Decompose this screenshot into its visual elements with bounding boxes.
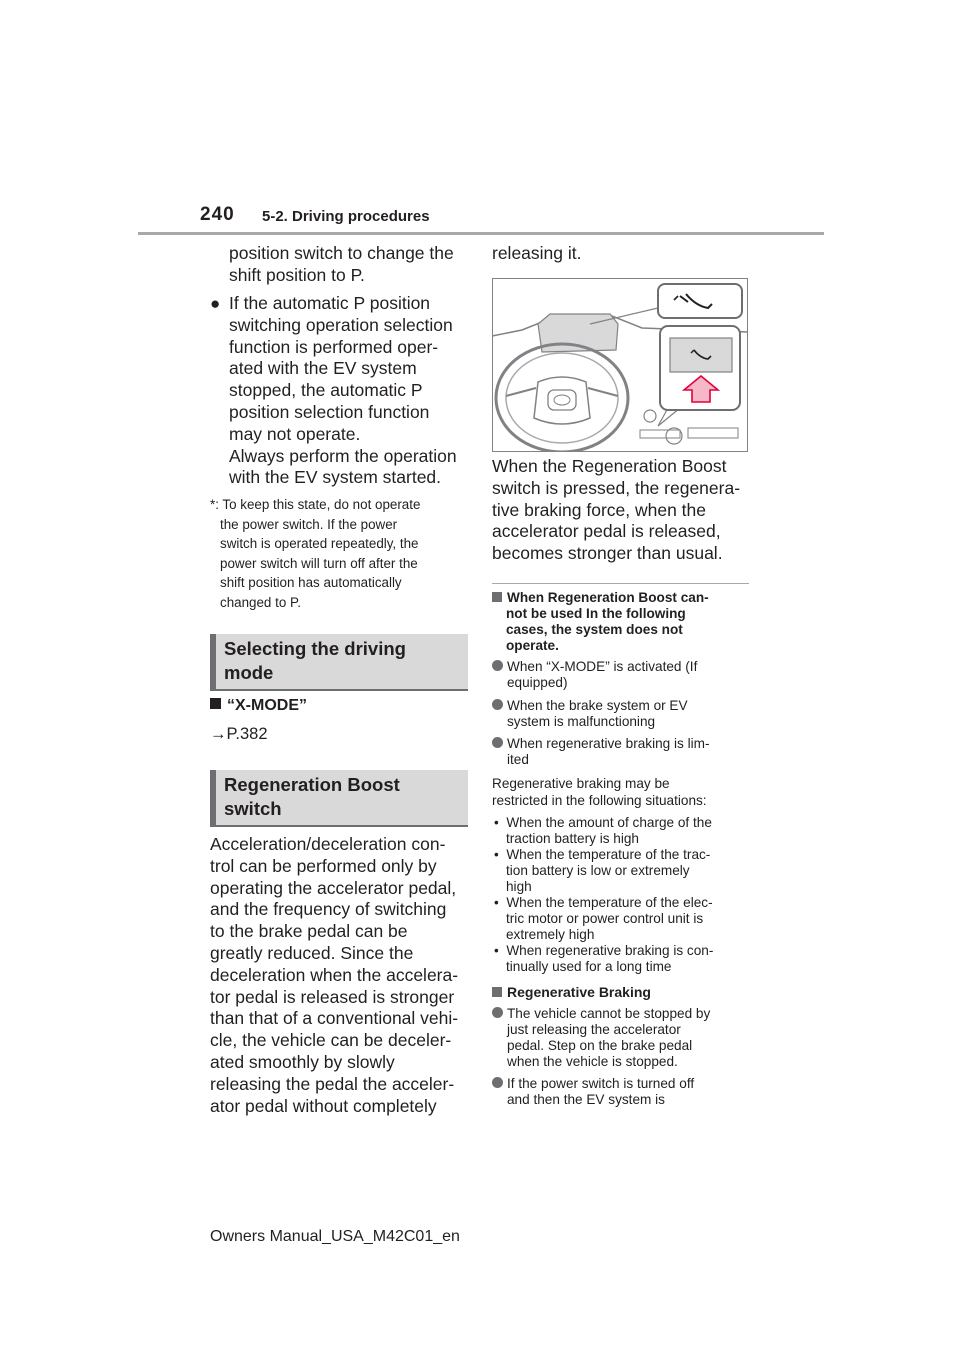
list-item bbox=[494, 943, 756, 975]
footnote bbox=[210, 495, 472, 612]
note-regenerative-braking-title bbox=[492, 984, 754, 1000]
text-line: tinually used for a long time bbox=[506, 959, 672, 974]
text-line: If the power switch is turned off bbox=[507, 1076, 695, 1091]
text-line: accelerator pedal is released, bbox=[492, 521, 721, 542]
note-item-limited bbox=[492, 736, 754, 768]
text-line: Regenerative Braking bbox=[507, 984, 651, 1000]
text-line: switch is operated repeatedly, the bbox=[220, 536, 419, 551]
text-line: high bbox=[506, 879, 532, 894]
text-line: ited bbox=[507, 752, 529, 767]
text-line: When Regeneration Boost can- bbox=[507, 590, 709, 605]
circle-bullet-icon bbox=[492, 1007, 503, 1018]
continued-paragraph bbox=[229, 243, 474, 287]
text-line: When the Regeneration Boost bbox=[492, 456, 727, 476]
text-line: tor pedal is released is stronger bbox=[210, 986, 455, 1007]
circle-bullet-icon bbox=[492, 699, 503, 710]
notes-divider bbox=[492, 583, 749, 584]
square-bullet-icon bbox=[492, 592, 502, 602]
text-line: Acceleration/deceleration con- bbox=[210, 834, 446, 854]
text-line: extremely high bbox=[506, 927, 595, 942]
text-line: position switch to change the bbox=[229, 243, 454, 263]
circle-bullet-icon bbox=[492, 1077, 503, 1088]
text-line: When “X-MODE” is activated (If bbox=[507, 659, 698, 674]
text-line: trol can be performed only by bbox=[210, 855, 437, 876]
note-item-xmode bbox=[492, 659, 754, 691]
note-item-power-switch-off bbox=[492, 1076, 754, 1108]
text-line: ated with the EV system bbox=[229, 358, 417, 379]
text-line: the power switch. If the power bbox=[220, 516, 398, 532]
circle-bullet-icon bbox=[492, 737, 503, 748]
text-line: traction battery is high bbox=[506, 831, 639, 846]
circle-bullet-icon bbox=[492, 660, 503, 671]
text-line: may not operate. bbox=[229, 423, 361, 444]
text-line: stopped, the automatic P bbox=[229, 380, 423, 401]
text-line: not be used In the following bbox=[506, 606, 686, 621]
text-line: to the brake pedal can be bbox=[210, 921, 408, 942]
text-line: system is malfunctioning bbox=[507, 714, 656, 729]
text-line: tric motor or power control unit is bbox=[506, 911, 704, 926]
section-title: 5-2. Driving procedures bbox=[262, 208, 430, 225]
text-line: When the brake system or EV bbox=[507, 698, 688, 713]
note-when-unavailable-title bbox=[492, 590, 754, 654]
text-line: ated smoothly by slowly bbox=[210, 1051, 395, 1072]
text-line: deceleration when the accelera- bbox=[210, 964, 459, 985]
text-line: tive braking force, when the bbox=[492, 499, 707, 520]
bullet-dot-icon: ● bbox=[210, 294, 221, 313]
switch-pressed-paragraph bbox=[492, 456, 757, 565]
text-line: shift position has automatically bbox=[220, 575, 402, 590]
text-line: greatly reduced. Since the bbox=[210, 942, 414, 963]
releasing-text: releasing it. bbox=[492, 243, 582, 263]
dashboard-illustration bbox=[492, 278, 748, 452]
square-bullet-icon bbox=[492, 987, 502, 997]
text-line: operate. bbox=[506, 638, 559, 653]
heading-regeneration-boost bbox=[210, 770, 468, 827]
text-line: *: To keep this state, do not operate bbox=[210, 497, 421, 512]
text-line: ator pedal without completely bbox=[210, 1095, 437, 1116]
note-item-cannot-stop bbox=[492, 1006, 754, 1070]
text-line: When the temperature of the elec- bbox=[506, 895, 713, 910]
text-line: with the EV system started. bbox=[229, 467, 442, 488]
xmode-subheading bbox=[210, 697, 307, 715]
heading-selecting-driving-mode bbox=[210, 634, 468, 691]
text-line: switch bbox=[224, 798, 282, 819]
text-line: than that of a conventional vehi- bbox=[210, 1008, 459, 1029]
text-line: and then the EV system is bbox=[507, 1092, 665, 1107]
text-line: Regenerative braking may be bbox=[492, 776, 670, 791]
text-line: function is performed oper- bbox=[229, 336, 439, 357]
note-item-malfunction bbox=[492, 698, 754, 730]
text-line: Regeneration Boost bbox=[224, 774, 400, 795]
text-line: restricted in the following situations: bbox=[492, 793, 707, 808]
text-line: releasing the pedal the acceler- bbox=[210, 1073, 455, 1094]
text-line: mode bbox=[224, 662, 274, 683]
text-line: changed to P. bbox=[220, 594, 301, 610]
text-line: and the frequency of switching bbox=[210, 899, 447, 920]
list-item bbox=[494, 815, 756, 847]
text-line: switching operation selection bbox=[229, 314, 453, 335]
text-line: shift position to P. bbox=[229, 264, 365, 285]
text-line: When the amount of charge of the bbox=[506, 815, 712, 830]
text-line: tion battery is low or extremely bbox=[506, 863, 690, 878]
text-line: equipped) bbox=[507, 675, 568, 690]
restriction-list bbox=[494, 815, 756, 975]
dash-bullet-icon: • bbox=[494, 815, 507, 830]
text-line: switch is pressed, the regenera- bbox=[492, 477, 741, 498]
header-rule bbox=[138, 232, 824, 235]
dash-bullet-icon: • bbox=[494, 943, 507, 958]
dash-bullet-icon: • bbox=[494, 895, 507, 910]
xmode-page-reference[interactable]: →P.382 bbox=[210, 725, 268, 743]
footer-manual-id: Owners Manual_USA_M42C01_en bbox=[210, 1228, 460, 1245]
text-line: cle, the vehicle can be deceler- bbox=[210, 1030, 452, 1051]
text-line: When the temperature of the trac- bbox=[506, 847, 711, 862]
text-line: Selecting the driving bbox=[224, 638, 406, 659]
bullet-automatic-p bbox=[210, 293, 474, 489]
text-line: When regenerative braking is lim- bbox=[507, 736, 710, 751]
text-line: becomes stronger than usual. bbox=[492, 543, 723, 564]
text-line: power switch will turn off after the bbox=[220, 555, 418, 571]
text-line: When regenerative braking is con- bbox=[506, 943, 714, 958]
list-item bbox=[494, 895, 756, 943]
text-line: If the automatic P position bbox=[229, 293, 431, 313]
square-bullet-icon bbox=[210, 698, 221, 709]
regeneration-paragraph bbox=[210, 834, 478, 1117]
text-line: just releasing the accelerator bbox=[507, 1022, 681, 1037]
text-line: The vehicle cannot be stopped by bbox=[507, 1006, 711, 1021]
page-number: 240 bbox=[200, 204, 235, 225]
xmode-title: “X-MODE” bbox=[227, 697, 307, 714]
text-line: position selection function bbox=[229, 401, 430, 422]
dash-bullet-icon: • bbox=[494, 847, 507, 862]
text-line: cases, the system does not bbox=[506, 622, 683, 637]
text-line: operating the accelerator pedal, bbox=[210, 877, 457, 898]
text-line: pedal. Step on the brake pedal bbox=[507, 1038, 693, 1053]
list-item bbox=[494, 847, 756, 895]
text-line: when the vehicle is stopped. bbox=[507, 1054, 678, 1069]
text-line: Always perform the operation bbox=[229, 445, 457, 466]
restricted-intro bbox=[492, 775, 754, 809]
